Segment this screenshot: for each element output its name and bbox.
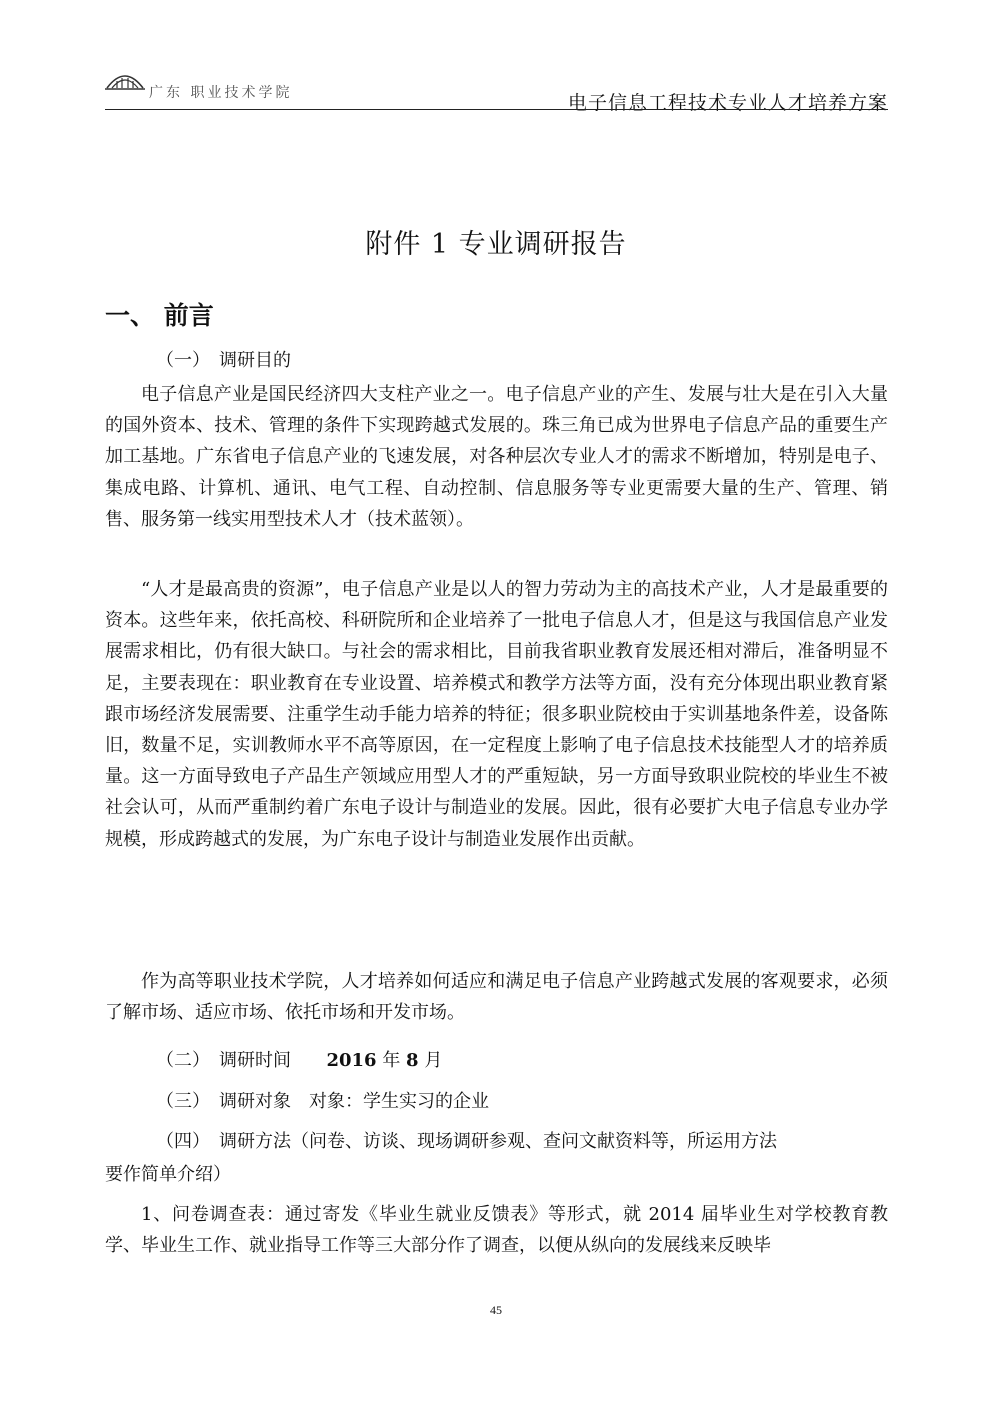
time-month-unit: 月 xyxy=(424,1050,443,1071)
subsection-object: （三） 调研对象 对象：学生实习的企业 xyxy=(156,1091,489,1112)
paragraph-industry: 电子信息产业是国民经济四大支柱产业之一。电子信息产业的产生、发展与壮大是在引入大量的国外资本、技术、管理的条件下实现跨越式发展的。珠三角已成为世界电子信息产品的重要生产加工基地。广东省电子信息产业的飞速发展，对各种层次专业人才的需求不断增加，特别是电子、集成电路、计算机、通讯、电气工程、自动控制、信息服务等专业更需要大量的生产、管理、销售、服务第一线实用型技术人才（技术蓝领）。 xyxy=(105,384,888,530)
document-title: 附件 1 专业调研报告 xyxy=(365,229,627,260)
school-logo xyxy=(105,68,335,104)
header-divider xyxy=(105,109,888,110)
paragraph-questionnaire: 1、问卷调查表：通过寄发《毕业生就业反馈表》等形式，就 2014 届毕业生对学校教育教学、毕业生工作、就业指导工作等三大部分作了调查，以便从纵向的发展线来反映毕 xyxy=(105,1204,888,1257)
time-year: 2016 xyxy=(326,1050,377,1071)
page-number: 45 xyxy=(490,1303,502,1317)
page-header xyxy=(105,62,888,114)
subsection-purpose: （一） 调研目的 xyxy=(156,350,291,371)
school-emblem-icon xyxy=(105,68,145,90)
paragraph-college: 作为高等职业技术学院，人才培养如何适应和满足电子信息产业跨越式发展的客观要求，必须了解市场、适应市场、依托市场和开发市场。 xyxy=(105,971,888,1024)
subsection-method-cont: 要作简单介绍） xyxy=(105,1164,231,1185)
section-heading: 一、 前言 xyxy=(105,301,214,330)
time-label: （二） 调研时间 xyxy=(156,1050,291,1071)
subsection-time xyxy=(156,1046,442,1072)
time-year-unit: 年 xyxy=(382,1050,401,1071)
header-title: 电子信息工程技术专业人才培养方案 xyxy=(567,92,888,114)
subsection-method: （四） 调研方法（问卷、访谈、现场调研参观、查问文献资料等，所运用方法 xyxy=(156,1131,777,1152)
paragraph-talent: “人才是最高贵的资源”，电子信息产业是以人的智力劳动为主的高技术产业，人才是最重要的资本。这些年来，依托高校、科研院所和企业培养了一批电子信息人才，但是这与我国信息产业发展需求相比，仍有很大缺口。与社会的需求相比，目前我省职业教育发展还相对滞后，准备明显不足，主要表现在：职业教育在专业设置、培养模式和教学方法等方面，没有充分体现出职业教育紧跟市场经济发展需要、注重学生动手能力培养的特征；很多职业院校由于实训基地条件差，设备陈旧，数量不足，实训教师水平不高等原因，在一定程度上影响了电子信息技术技能型人才的培养质量。这一方面导致电子产品生产领域应用型人才的严重短缺，另一方面导致职业院校的毕业生不被社会认可，从而严重制约着广东电子设计与制造业的发展。因此，很有必要扩大电子信息专业办学规模，形成跨越式的发展，为广东电子设计与制造业发展作出贡献。 xyxy=(105,579,888,850)
logo-text: 广东 职业技术学院 xyxy=(149,85,293,101)
time-month: 8 xyxy=(406,1050,419,1071)
